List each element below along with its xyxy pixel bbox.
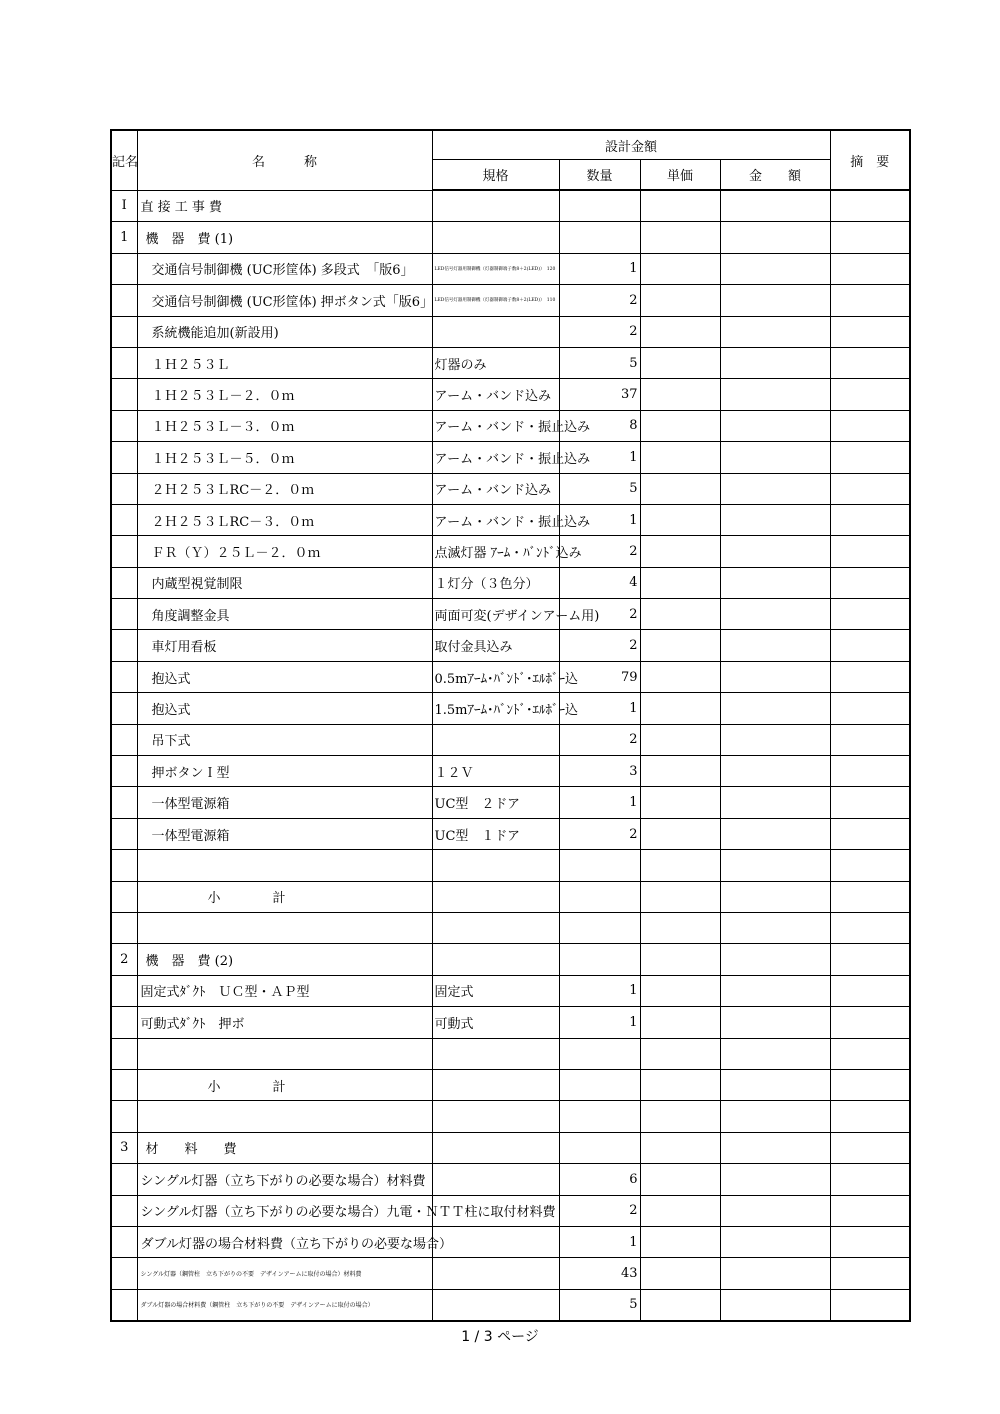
row-qty: 5 [559, 1289, 640, 1321]
row-spec: UC型 １ドア [432, 818, 559, 849]
row-kigo [111, 504, 137, 535]
row-spec [432, 1069, 559, 1100]
row-unit-price [640, 473, 720, 504]
row-spec [432, 222, 559, 253]
row-name: 一体型電源箱 [137, 787, 432, 818]
row-name: １Ｈ２５３Ｌ－２．０ｍ [137, 379, 432, 410]
row-remarks [830, 536, 910, 567]
row-unit-price [640, 536, 720, 567]
row-spec [432, 1289, 559, 1321]
table-row [111, 1038, 910, 1069]
table-row [111, 285, 910, 316]
row-qty: 2 [559, 724, 640, 755]
row-name: 車灯用看板 [137, 630, 432, 661]
row-unit-price [640, 1038, 720, 1069]
row-unit-price [640, 818, 720, 849]
row-qty: 1 [559, 693, 640, 724]
row-remarks [830, 1258, 910, 1289]
row-amount [720, 567, 830, 598]
row-name [137, 850, 432, 881]
table-row [111, 944, 910, 975]
table-row [111, 912, 910, 943]
row-qty: 2 [559, 536, 640, 567]
row-qty: 2 [559, 630, 640, 661]
row-qty: 6 [559, 1164, 640, 1195]
row-name: 吊下式 [137, 724, 432, 755]
row-qty: 2 [559, 285, 640, 316]
row-amount [720, 1164, 830, 1195]
header-name: 名 称 [137, 130, 432, 190]
row-unit-price [640, 442, 720, 473]
row-kigo [111, 442, 137, 473]
row-remarks [830, 1069, 910, 1100]
row-spec: アーム・バンド込み [432, 473, 559, 504]
header-unit-price: 単価 [640, 160, 720, 191]
row-remarks [830, 1101, 910, 1132]
row-spec: 可動式 [432, 1007, 559, 1038]
row-name: ダブル灯器の場合材料費（鋼管柱 立ち下がりの不要 デザインアームに取付の場合） [137, 1289, 432, 1321]
row-unit-price [640, 253, 720, 284]
row-unit-price [640, 1258, 720, 1289]
row-name: 直 接 工 事 費 [137, 190, 432, 222]
row-spec: １２Ｖ [432, 756, 559, 787]
row-kigo [111, 724, 137, 755]
row-name: 一体型電源箱 [137, 818, 432, 849]
row-kigo [111, 975, 137, 1006]
row-kigo [111, 316, 137, 347]
table-row [111, 818, 910, 849]
row-qty: 1 [559, 253, 640, 284]
row-spec: １灯分（３色分） [432, 567, 559, 598]
row-amount [720, 379, 830, 410]
table-row [111, 661, 910, 692]
page-footer: 1 / 3 ページ [461, 1329, 539, 1345]
row-name: １Ｈ２５３Ｌ [137, 347, 432, 378]
row-name: シングル灯器（立ち下がりの必要な場合）九電・ＮＴＴ柱に取付材料費 [137, 1195, 432, 1226]
table-row [111, 567, 910, 598]
row-kigo [111, 1101, 137, 1132]
row-kigo [111, 756, 137, 787]
row-remarks [830, 912, 910, 943]
row-qty: 2 [559, 599, 640, 630]
row-remarks [830, 1226, 910, 1257]
estimate-table [110, 129, 911, 1322]
header-spec: 規格 [432, 160, 559, 191]
table-row [111, 222, 910, 253]
row-kigo [111, 881, 137, 912]
table-row [111, 1132, 910, 1163]
row-name: 抱込式 [137, 661, 432, 692]
row-amount [720, 222, 830, 253]
row-kigo [111, 1258, 137, 1289]
row-amount [720, 1038, 830, 1069]
row-kigo: 1 [111, 222, 137, 253]
row-unit-price [640, 567, 720, 598]
row-name: 可動式ﾀﾞｸﾄ 押ボ [137, 1007, 432, 1038]
row-name [137, 1038, 432, 1069]
row-name: 押ボタンＩ型 [137, 756, 432, 787]
row-amount [720, 410, 830, 441]
row-kigo [111, 379, 137, 410]
row-qty: 1 [559, 787, 640, 818]
row-unit-price [640, 316, 720, 347]
row-remarks [830, 1038, 910, 1069]
row-unit-price [640, 724, 720, 755]
row-qty: 1 [559, 504, 640, 535]
row-remarks [830, 850, 910, 881]
table-row [111, 881, 910, 912]
row-unit-price [640, 379, 720, 410]
row-unit-price [640, 756, 720, 787]
row-remarks [830, 567, 910, 598]
row-amount [720, 1007, 830, 1038]
row-remarks [830, 316, 910, 347]
row-remarks [830, 347, 910, 378]
row-amount [720, 1132, 830, 1163]
row-kigo: 2 [111, 944, 137, 975]
row-amount [720, 536, 830, 567]
table-row [111, 347, 910, 378]
row-qty [559, 1132, 640, 1163]
row-amount [720, 1069, 830, 1100]
row-name [137, 912, 432, 943]
row-unit-price [640, 1007, 720, 1038]
row-kigo [111, 661, 137, 692]
row-spec: 点滅灯器 ｱｰﾑ・ﾊﾞﾝﾄﾞ込み [432, 536, 559, 567]
row-qty: 43 [559, 1258, 640, 1289]
row-amount [720, 1226, 830, 1257]
row-amount [720, 599, 830, 630]
row-qty: 4 [559, 567, 640, 598]
table-row [111, 630, 910, 661]
row-qty: 1 [559, 975, 640, 1006]
row-unit-price [640, 850, 720, 881]
row-spec: 灯器のみ [432, 347, 559, 378]
table-row [111, 850, 910, 881]
row-remarks [830, 1164, 910, 1195]
row-amount [720, 850, 830, 881]
row-kigo [111, 787, 137, 818]
row-unit-price [640, 912, 720, 943]
row-remarks [830, 442, 910, 473]
row-unit-price [640, 1132, 720, 1163]
table-row [111, 1101, 910, 1132]
row-name: 交通信号制御機 (UC形筐体) 多段式 「版6」 [137, 253, 432, 284]
table-row [111, 316, 910, 347]
header-kigo: 記名 [111, 130, 137, 190]
row-amount [720, 975, 830, 1006]
row-spec: 取付金具込み [432, 630, 559, 661]
row-amount [720, 724, 830, 755]
row-unit-price [640, 975, 720, 1006]
row-kigo [111, 347, 137, 378]
row-remarks [830, 379, 910, 410]
row-qty [559, 850, 640, 881]
row-spec: LED信号灯器用制御機（灯器制御端子数8＋2(LED)） 110 [432, 285, 559, 316]
row-kigo [111, 253, 137, 284]
row-spec [432, 1258, 559, 1289]
row-unit-price [640, 504, 720, 535]
row-name: 抱込式 [137, 693, 432, 724]
row-remarks [830, 504, 910, 535]
row-kigo [111, 1289, 137, 1321]
row-amount [720, 787, 830, 818]
table-row [111, 253, 910, 284]
row-name: ダブル灯器の場合材料費（立ち下がりの必要な場合） [137, 1226, 432, 1257]
row-amount [720, 630, 830, 661]
row-name: 内蔵型視覚制限 [137, 567, 432, 598]
row-amount [720, 285, 830, 316]
row-unit-price [640, 1289, 720, 1321]
row-name: 材 料 費 [137, 1132, 432, 1163]
row-spec [432, 1101, 559, 1132]
row-qty [559, 190, 640, 222]
row-kigo: I [111, 190, 137, 222]
row-amount [720, 661, 830, 692]
row-unit-price [640, 881, 720, 912]
row-kigo [111, 818, 137, 849]
row-unit-price [640, 630, 720, 661]
row-kigo [111, 1226, 137, 1257]
row-remarks [830, 1007, 910, 1038]
row-name: 機 器 費 (1) [137, 222, 432, 253]
row-name: 系統機能追加(新設用) [137, 316, 432, 347]
row-remarks [830, 253, 910, 284]
row-qty: 1 [559, 1226, 640, 1257]
row-unit-price [640, 1226, 720, 1257]
row-kigo [111, 1164, 137, 1195]
table-row [111, 379, 910, 410]
table-row [111, 442, 910, 473]
row-spec [432, 316, 559, 347]
row-spec: 0.5mｱｰﾑ･ﾊﾞﾝﾄﾞ･ｴﾙﾎﾞｰ込 [432, 661, 559, 692]
table-row [111, 1195, 910, 1226]
row-spec [432, 944, 559, 975]
row-qty [559, 1101, 640, 1132]
row-kigo [111, 536, 137, 567]
row-spec: 両面可変(デザインアーム用) [432, 599, 559, 630]
row-kigo [111, 693, 137, 724]
row-name: ＦＲ（Ｙ）２５Ｌ－２．０ｍ [137, 536, 432, 567]
row-amount [720, 316, 830, 347]
header-design-amount: 設計金額 [432, 130, 830, 160]
row-name: 固定式ﾀﾞｸﾄ ＵＣ型・ＡＰ型 [137, 975, 432, 1006]
row-spec [432, 850, 559, 881]
row-spec: アーム・バンド込み [432, 379, 559, 410]
row-name: 小 計 [137, 1069, 432, 1100]
row-amount [720, 347, 830, 378]
table-row [111, 504, 910, 535]
row-qty: 2 [559, 818, 640, 849]
row-name: 機 器 費 (2) [137, 944, 432, 975]
row-unit-price [640, 190, 720, 222]
row-spec [432, 912, 559, 943]
table-row [111, 724, 910, 755]
table-row [111, 787, 910, 818]
row-kigo [111, 567, 137, 598]
row-spec [432, 881, 559, 912]
row-remarks [830, 599, 910, 630]
row-remarks [830, 630, 910, 661]
row-remarks [830, 661, 910, 692]
row-qty [559, 222, 640, 253]
row-spec [432, 1038, 559, 1069]
table-row [111, 410, 910, 441]
row-kigo [111, 285, 137, 316]
row-amount [720, 944, 830, 975]
row-unit-price [640, 787, 720, 818]
row-remarks [830, 1195, 910, 1226]
row-remarks [830, 285, 910, 316]
row-amount [720, 912, 830, 943]
row-amount [720, 442, 830, 473]
row-amount [720, 1101, 830, 1132]
row-qty: 1 [559, 1007, 640, 1038]
table-row [111, 756, 910, 787]
row-remarks [830, 724, 910, 755]
row-amount [720, 693, 830, 724]
row-name: 交通信号制御機 (UC形筐体) 押ボタン式「版6」 [137, 285, 432, 316]
row-amount [720, 253, 830, 284]
row-spec [432, 724, 559, 755]
row-kigo [111, 1195, 137, 1226]
row-kigo [111, 1069, 137, 1100]
table-row [111, 1069, 910, 1100]
row-name: 角度調整金具 [137, 599, 432, 630]
row-kigo [111, 850, 137, 881]
table-row [111, 1007, 910, 1038]
header-amount: 金 額 [720, 160, 830, 191]
table-row [111, 975, 910, 1006]
row-remarks [830, 1132, 910, 1163]
row-spec: 固定式 [432, 975, 559, 1006]
row-qty [559, 1038, 640, 1069]
row-spec [432, 1164, 559, 1195]
row-name: １Ｈ２５３Ｌ－３．０ｍ [137, 410, 432, 441]
row-remarks [830, 1289, 910, 1321]
table-row [111, 693, 910, 724]
row-spec: アーム・バンド・振止込み [432, 410, 559, 441]
row-amount [720, 1289, 830, 1321]
row-name: 小 計 [137, 881, 432, 912]
row-qty [559, 912, 640, 943]
row-kigo [111, 912, 137, 943]
row-unit-price [640, 1069, 720, 1100]
row-name: シングル灯器（立ち下がりの必要な場合）材料費 [137, 1164, 432, 1195]
row-amount [720, 1258, 830, 1289]
row-amount [720, 818, 830, 849]
row-remarks [830, 881, 910, 912]
row-spec: アーム・バンド・振止込み [432, 504, 559, 535]
row-amount [720, 504, 830, 535]
header-qty: 数量 [559, 160, 640, 191]
row-kigo [111, 1038, 137, 1069]
table-row [111, 1164, 910, 1195]
row-kigo: 3 [111, 1132, 137, 1163]
row-qty [559, 881, 640, 912]
row-unit-price [640, 1164, 720, 1195]
table-row [111, 473, 910, 504]
row-unit-price [640, 410, 720, 441]
row-qty: 5 [559, 347, 640, 378]
row-remarks [830, 190, 910, 222]
row-unit-price [640, 347, 720, 378]
row-remarks [830, 473, 910, 504]
table-row [111, 190, 910, 222]
table-row [111, 536, 910, 567]
row-name: ２Ｈ２５３ＬRC－２．０ｍ [137, 473, 432, 504]
row-amount [720, 881, 830, 912]
table-row [111, 1289, 910, 1321]
row-unit-price [640, 944, 720, 975]
row-qty: 79 [559, 661, 640, 692]
row-qty [559, 1069, 640, 1100]
row-spec: UC型 ２ドア [432, 787, 559, 818]
row-remarks [830, 693, 910, 724]
row-spec [432, 1132, 559, 1163]
row-amount [720, 473, 830, 504]
row-amount [720, 756, 830, 787]
row-unit-price [640, 693, 720, 724]
row-remarks [830, 222, 910, 253]
table-row [111, 1258, 910, 1289]
row-spec: 1.5mｱｰﾑ･ﾊﾞﾝﾄﾞ･ｴﾙﾎﾞｰ込 [432, 693, 559, 724]
row-name: ２Ｈ２５３ＬRC－３．０ｍ [137, 504, 432, 535]
row-amount [720, 190, 830, 222]
row-remarks [830, 410, 910, 441]
header-remarks: 摘 要 [830, 130, 910, 190]
row-qty: 3 [559, 756, 640, 787]
row-remarks [830, 818, 910, 849]
row-remarks [830, 756, 910, 787]
row-kigo [111, 599, 137, 630]
row-remarks [830, 787, 910, 818]
row-unit-price [640, 1195, 720, 1226]
row-qty [559, 944, 640, 975]
row-name: シングル灯器（鋼管柱 立ち下がりの不要 デザインアームに取付の場合）材料費 [137, 1258, 432, 1289]
row-spec: アーム・バンド・振止込み [432, 442, 559, 473]
row-qty: 1 [559, 442, 640, 473]
row-spec: LED信号灯器用制御機（灯器制御端子数8＋2(LED)） 120 [432, 253, 559, 284]
row-qty: 37 [559, 379, 640, 410]
row-spec [432, 190, 559, 222]
row-unit-price [640, 285, 720, 316]
row-kigo [111, 630, 137, 661]
row-kigo [111, 1007, 137, 1038]
row-unit-price [640, 222, 720, 253]
table-row [111, 599, 910, 630]
row-qty: 2 [559, 316, 640, 347]
row-name [137, 1101, 432, 1132]
row-unit-price [640, 599, 720, 630]
row-name: １Ｈ２５３Ｌ－５．０ｍ [137, 442, 432, 473]
row-remarks [830, 975, 910, 1006]
row-remarks [830, 944, 910, 975]
row-unit-price [640, 661, 720, 692]
table-row [111, 1226, 910, 1257]
row-kigo [111, 473, 137, 504]
row-amount [720, 1195, 830, 1226]
row-qty: 5 [559, 473, 640, 504]
row-kigo [111, 410, 137, 441]
row-unit-price [640, 1101, 720, 1132]
row-qty: 8 [559, 410, 640, 441]
row-qty: 2 [559, 1195, 640, 1226]
